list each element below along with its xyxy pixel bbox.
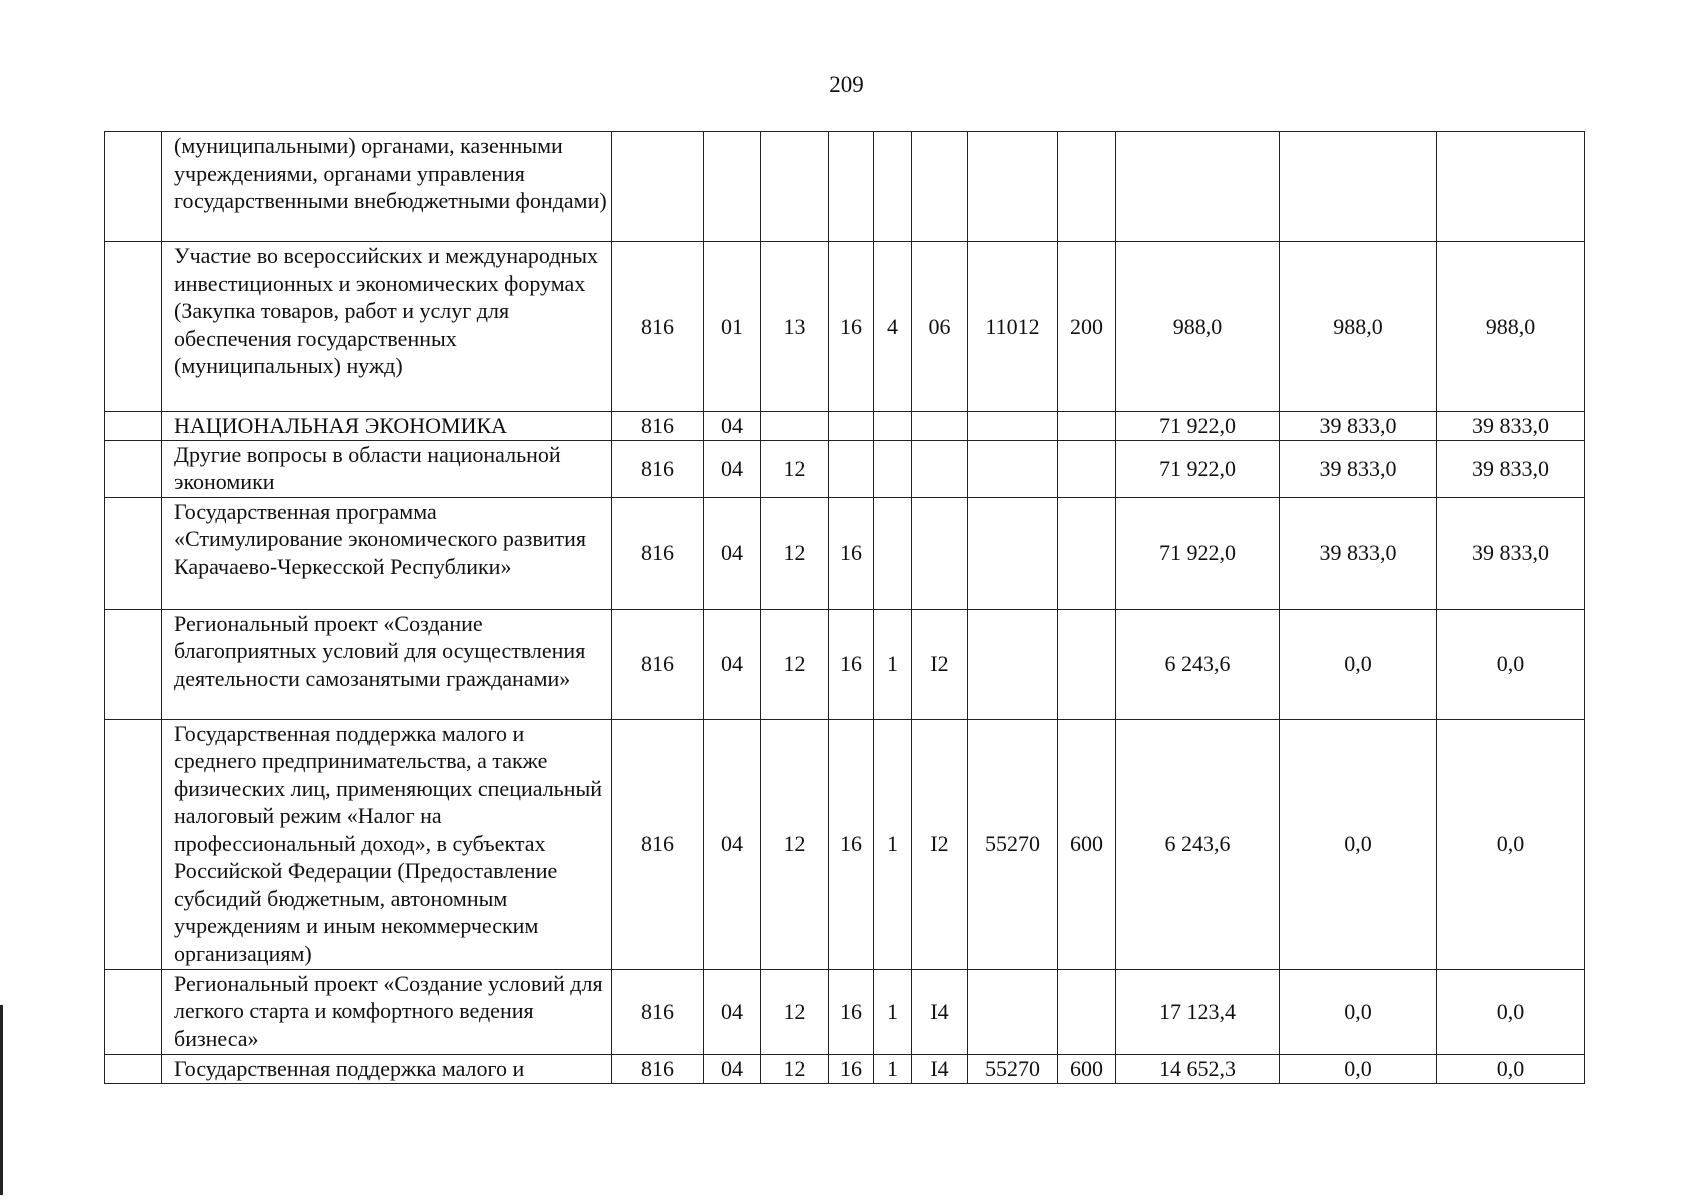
row-number-cell [105, 969, 162, 1054]
amount-year-3-cell: 988,0 [1437, 242, 1585, 412]
amount-year-2-cell: 0,0 [1280, 609, 1437, 719]
subprogram-code-cell [874, 440, 912, 497]
scan-edge-line [0, 1005, 3, 1195]
program-code-cell: 16 [829, 1054, 874, 1083]
ministry-code-cell: 816 [612, 440, 704, 497]
expense-type-code-cell: 200 [1058, 242, 1116, 412]
subsection-code-cell: 12 [761, 497, 829, 609]
ministry-code-cell: 816 [612, 242, 704, 412]
section-code-cell: 04 [704, 719, 761, 969]
amount-year-3-cell: 39 833,0 [1437, 440, 1585, 497]
subsection-code-cell: 12 [761, 609, 829, 719]
subprogram-code-cell: 1 [874, 969, 912, 1054]
direction-code-cell [968, 497, 1058, 609]
subprogram-code-cell [874, 412, 912, 441]
element-code-cell [912, 440, 968, 497]
subprogram-code-cell [874, 132, 912, 242]
amount-year-1-cell: 14 652,3 [1116, 1054, 1280, 1083]
ministry-code-cell: 816 [612, 969, 704, 1054]
direction-code-cell [968, 609, 1058, 719]
subprogram-code-cell: 4 [874, 242, 912, 412]
item-name-cell: Государственная программа «Стимулирование экономического развития Карачаево-Черкесской Республики» [162, 497, 612, 609]
amount-year-1-cell: 17 123,4 [1116, 969, 1280, 1054]
table-row [105, 1054, 1585, 1083]
item-name-cell: Региональный проект «Создание благоприятных условий для осуществления деятельности самозанятыми гражданами» [162, 609, 612, 719]
subsection-code-cell: 12 [761, 969, 829, 1054]
budget-table [104, 131, 1585, 1084]
row-number-cell [105, 497, 162, 609]
program-code-cell: 16 [829, 719, 874, 969]
direction-code-cell: 11012 [968, 242, 1058, 412]
amount-year-1-cell [1116, 132, 1280, 242]
section-code-cell [704, 132, 761, 242]
subprogram-code-cell: 1 [874, 719, 912, 969]
row-number-cell [105, 719, 162, 969]
expense-type-code-cell [1058, 609, 1116, 719]
amount-year-2-cell: 39 833,0 [1280, 440, 1437, 497]
program-code-cell: 16 [829, 609, 874, 719]
table-row [105, 242, 1585, 412]
table-row [105, 497, 1585, 609]
amount-year-2-cell: 0,0 [1280, 719, 1437, 969]
section-code-cell: 04 [704, 412, 761, 441]
subprogram-code-cell: 1 [874, 1054, 912, 1083]
amount-year-1-cell: 6 243,6 [1116, 719, 1280, 969]
amount-year-2-cell: 0,0 [1280, 1054, 1437, 1083]
expense-type-code-cell [1058, 132, 1116, 242]
direction-code-cell [968, 440, 1058, 497]
program-code-cell: 16 [829, 969, 874, 1054]
subprogram-code-cell: 1 [874, 609, 912, 719]
ministry-code-cell [612, 132, 704, 242]
amount-year-1-cell: 6 243,6 [1116, 609, 1280, 719]
element-code-cell [912, 132, 968, 242]
section-code-cell: 01 [704, 242, 761, 412]
page-number: 209 [829, 72, 864, 97]
subsection-code-cell: 13 [761, 242, 829, 412]
element-code-cell [912, 497, 968, 609]
expense-type-code-cell [1058, 440, 1116, 497]
element-code-cell: I4 [912, 969, 968, 1054]
row-number-cell [105, 1054, 162, 1083]
amount-year-3-cell: 0,0 [1437, 719, 1585, 969]
direction-code-cell [968, 412, 1058, 441]
section-code-cell: 04 [704, 440, 761, 497]
amount-year-2-cell: 988,0 [1280, 242, 1437, 412]
amount-year-3-cell: 39 833,0 [1437, 412, 1585, 441]
subsection-code-cell [761, 412, 829, 441]
ministry-code-cell: 816 [612, 719, 704, 969]
expense-type-code-cell [1058, 412, 1116, 441]
item-name-cell: Государственная поддержка малого и среднего предпринимательства, а также физических лиц, применяющих специальный налоговый режим «Налог на профессиональный доход», в субъектах Российской Федерации (Предоставление субсидий бюджетным, автономным учреждениям и иным некоммерческим организациям) [162, 719, 612, 969]
ministry-code-cell: 816 [612, 1054, 704, 1083]
program-code-cell: 16 [829, 497, 874, 609]
amount-year-1-cell: 71 922,0 [1116, 497, 1280, 609]
subsection-code-cell: 12 [761, 440, 829, 497]
program-code-cell [829, 132, 874, 242]
row-number-cell [105, 609, 162, 719]
subprogram-code-cell [874, 497, 912, 609]
amount-year-1-cell: 988,0 [1116, 242, 1280, 412]
item-name-cell: Участие во всероссийских и международных инвестиционных и экономических форумах (Закупка товаров, работ и услуг для обеспечения государственных (муниципальных) нужд) [162, 242, 612, 412]
element-code-cell: I2 [912, 609, 968, 719]
expense-type-code-cell [1058, 497, 1116, 609]
item-name-cell: Другие вопросы в области национальной экономики [162, 440, 612, 497]
row-number-cell [105, 132, 162, 242]
subsection-code-cell: 12 [761, 719, 829, 969]
element-code-cell: I2 [912, 719, 968, 969]
item-name-cell: (муниципальными) органами, казенными учреждениями, органами управления государственными внебюджетными фондами) [162, 132, 612, 242]
amount-year-2-cell: 39 833,0 [1280, 412, 1437, 441]
expense-type-code-cell: 600 [1058, 719, 1116, 969]
row-number-cell [105, 440, 162, 497]
element-code-cell [912, 412, 968, 441]
element-code-cell: I4 [912, 1054, 968, 1083]
amount-year-2-cell: 0,0 [1280, 969, 1437, 1054]
element-code-cell: 06 [912, 242, 968, 412]
expense-type-code-cell [1058, 969, 1116, 1054]
program-code-cell [829, 440, 874, 497]
row-number-cell [105, 242, 162, 412]
item-name-cell: НАЦИОНАЛЬНАЯ ЭКОНОМИКА [162, 412, 612, 441]
direction-code-cell [968, 132, 1058, 242]
amount-year-3-cell: 39 833,0 [1437, 497, 1585, 609]
program-code-cell: 16 [829, 242, 874, 412]
subsection-code-cell: 12 [761, 1054, 829, 1083]
direction-code-cell: 55270 [968, 719, 1058, 969]
amount-year-1-cell: 71 922,0 [1116, 412, 1280, 441]
amount-year-2-cell [1280, 132, 1437, 242]
item-name-cell: Региональный проект «Создание условий для легкого старта и комфортного ведения бизнеса» [162, 969, 612, 1054]
table-row [105, 609, 1585, 719]
table-row [105, 719, 1585, 969]
direction-code-cell [968, 969, 1058, 1054]
ministry-code-cell: 816 [612, 497, 704, 609]
item-name-cell: Государственная поддержка малого и [162, 1054, 612, 1083]
section-code-cell: 04 [704, 1054, 761, 1083]
direction-code-cell: 55270 [968, 1054, 1058, 1083]
amount-year-2-cell: 39 833,0 [1280, 497, 1437, 609]
table-row [105, 440, 1585, 497]
program-code-cell [829, 412, 874, 441]
amount-year-3-cell [1437, 132, 1585, 242]
amount-year-3-cell: 0,0 [1437, 969, 1585, 1054]
table-row [105, 132, 1585, 242]
section-code-cell: 04 [704, 497, 761, 609]
expense-type-code-cell: 600 [1058, 1054, 1116, 1083]
table-row [105, 412, 1585, 441]
section-code-cell: 04 [704, 609, 761, 719]
amount-year-3-cell: 0,0 [1437, 1054, 1585, 1083]
table-row [105, 969, 1585, 1054]
amount-year-3-cell: 0,0 [1437, 609, 1585, 719]
ministry-code-cell: 816 [612, 609, 704, 719]
ministry-code-cell: 816 [612, 412, 704, 441]
row-number-cell [105, 412, 162, 441]
amount-year-1-cell: 71 922,0 [1116, 440, 1280, 497]
subsection-code-cell [761, 132, 829, 242]
section-code-cell: 04 [704, 969, 761, 1054]
